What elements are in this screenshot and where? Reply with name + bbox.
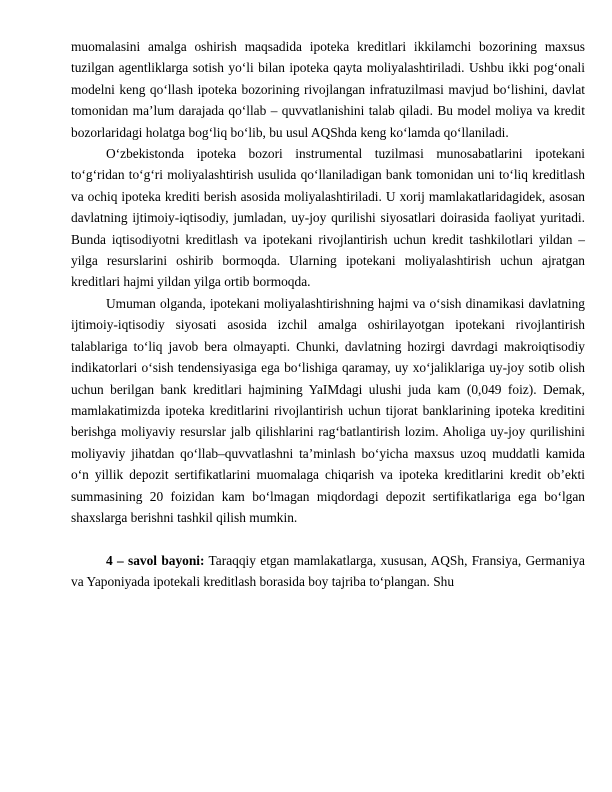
paragraph-continuation: muomalasini amalga oshirish maqsadida ipoteka kreditlari ikkilamchi bozorining maxsus tuzilgan agentliklarga sotish yo‘li bilan ipoteka qayta moliyalashtiriladi. Ushbu ikki pog‘onali modelni keng qo‘llash ipoteka bozorining rivojlangan infratuzilmasi mavjud bo‘lishini, davlat tomonidan ma’lum darajada qo‘llab – quvvatlanishini talab qiladi. Bu model moliya va kredit bozorlaridagi holatga bog‘liq bo‘lib, bu usul AQShda keng ko‘lamda qo‘llaniladi. [71, 39, 585, 140]
paragraph-uzbekistan-mortgage: O‘zbekistonda ipoteka bozori instrumental tuzilmasi munosabatlarini ipotekani to‘g‘ridan to‘g‘ri moliyalashtirish usulida qo‘llaniladigan bank tomonidan uni to‘liq kreditlash va ochiq ipoteka krediti berish asosida moliyalashtiriladi. U xorij mamlakatlaridagidek, asosan davlatning ijtimoiy-iqtisodiy, jumladan, uy-joy qurilishi siyosatlari doirasida faoliyat yuritadi. Bunda iqtisodiyotni kreditlash va ipotekani rivojlantirish uchun kredit tashkilotlari yildan – yilga resurslarini oshirib bormoqda. Ularning ipotekani moliyalashtirish uchun ajratgan kreditlari hajmi yildan yilga ortib bormoqda. [71, 146, 585, 290]
paragraph-mortgage-dynamics: Umuman olganda, ipotekani moliyalashtirishning hajmi va o‘sish dinamikasi davlatning ijtimoiy-iqtisodiy siyosati asosida izchil amalga oshirilayotgan ipotekani rivojlantirish talablariga to‘liq javob bera olmayapti. Chunki, davlatning hozirgi davrdagi makroiqtisodiy indikatorlari o‘sish tendensiyasiga ega bo‘lishiga qaramay, uy xo‘jaliklariga uy-joy sotib olish uchun berilgan bank kreditlari hajmining YaIMdagi ulushi juda kam (0,049 foiz). Demak, mamlakatimizda ipoteka kreditlarini rivojlantirish uchun tijorat banklarining ipoteka kreditini berishga moliyaviy resurslar jalb qilishlarini rag‘batlantirish lozim. Aholiga uy-joy qurilishini moliyaviy jihatdan qo‘llab–quvvatlashni ta’minlash bo‘yicha maxsus uzoq muddatli kamida o‘n yillik depozit sertifikatlarini muomalaga chiqarish va ipoteka kreditlarini kredit ob’ekti summasining 20 foizidan kam bo‘lmagan miqdordagi depozit sertifikatlariga ega bo‘lgan shaxslarga berishni tashkil qilish mumkin. [71, 295, 585, 525]
question-heading: 4 – savol bayoni: [106, 552, 205, 568]
document-page [71, 36, 585, 593]
blank-line [71, 528, 585, 549]
question-text: Taraqqiy etgan mamlakatlarga, xususan, AQSh, Fransiya, Germaniya va Yaponiyada ipotekali kreditlash borasida boy tajriba to‘plangan. Shu [71, 552, 585, 590]
question-paragraph [71, 550, 585, 593]
